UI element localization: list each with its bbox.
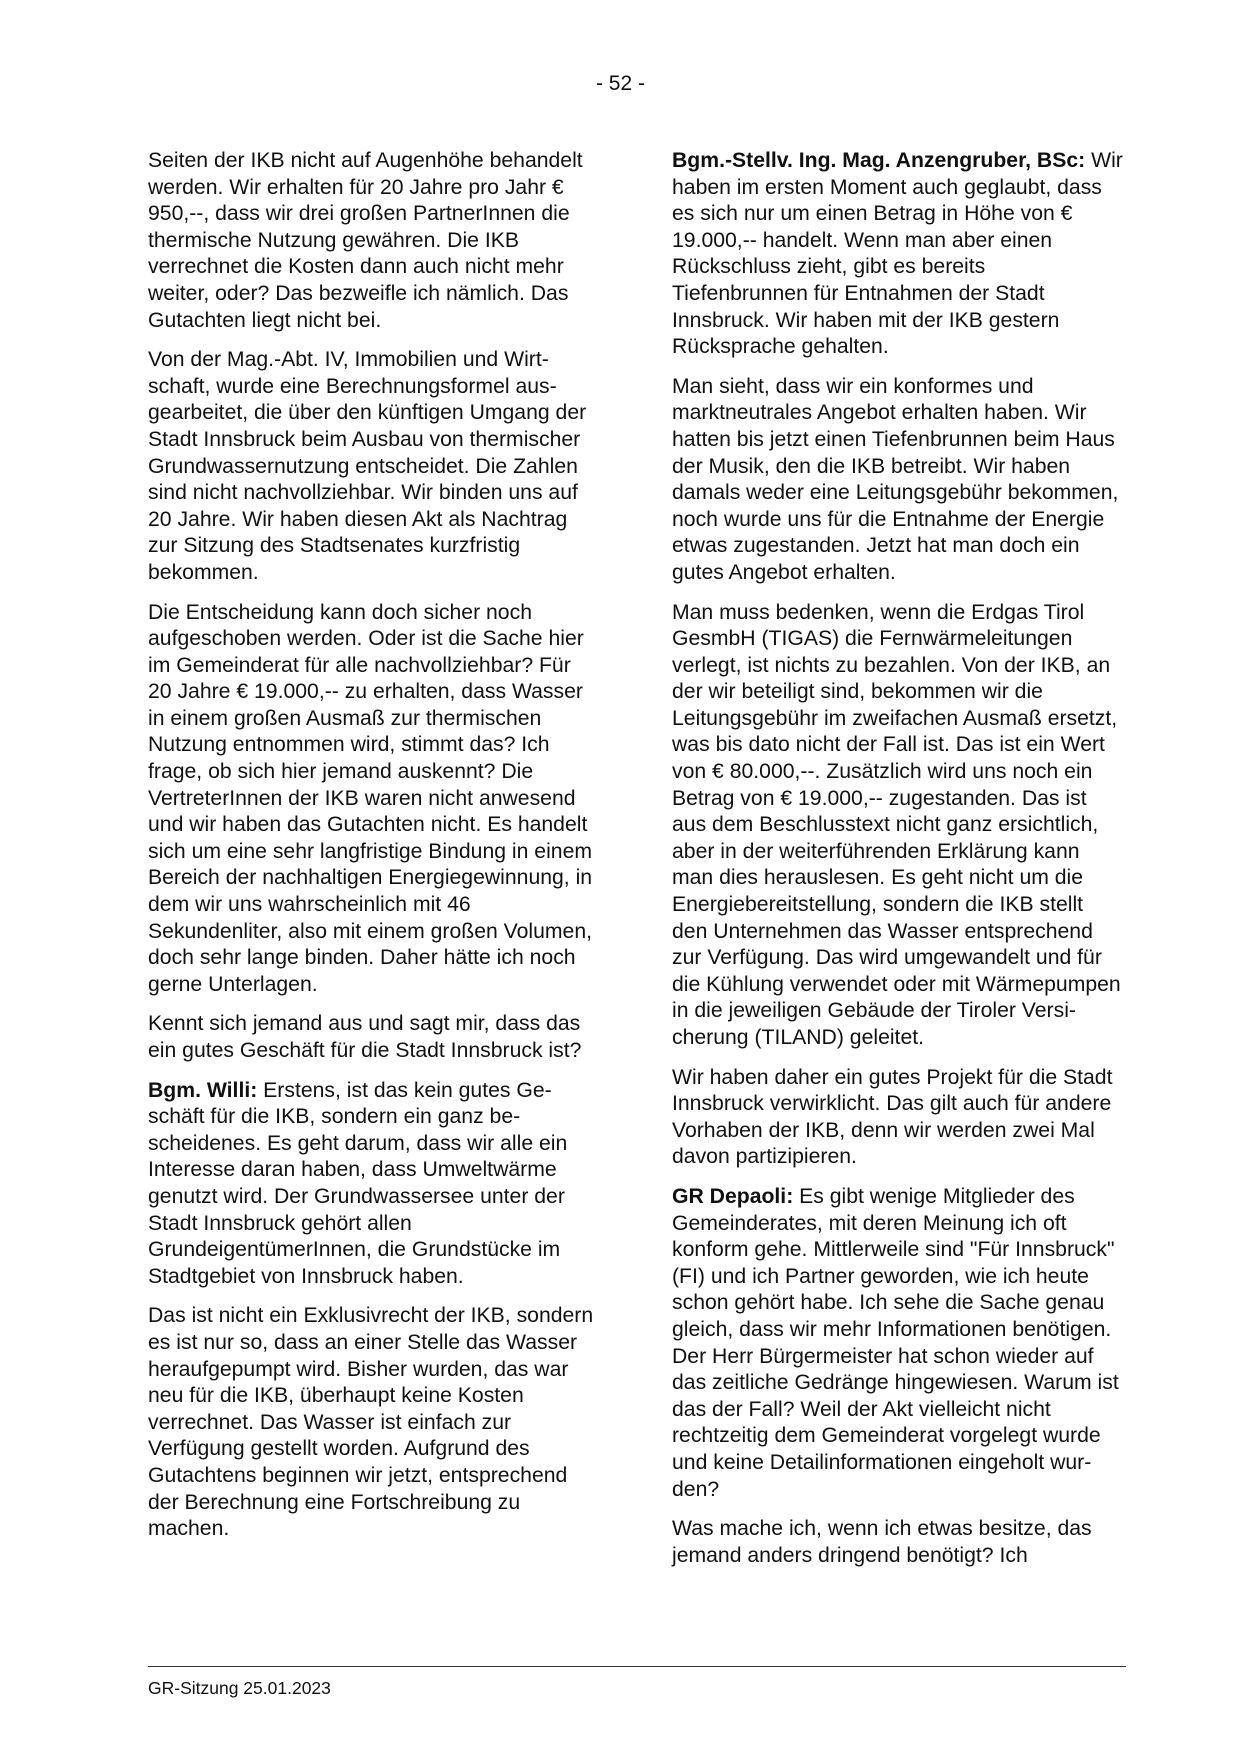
paragraph: Man sieht, dass wir ein konformes und marktneutrales Angebot erhalten haben. Wir hatten bis jetzt einen Tiefenbrunnen beim Haus der Musik, den die IKB betreibt. Wir haben damals weder eine Leitungsgebühr bekommen, noch wurde uns für die Entnahme der Energie etwas zugestanden. Jetzt hat man doch ein gutes Angebot erhalten. [672, 374, 1119, 584]
speaker-paragraph [672, 1184, 1124, 1503]
speaker-paragraph [148, 1078, 600, 1291]
speaker-name: Bgm.-Stellv. Ing. Mag. Anzengruber, BSc: [672, 149, 1086, 172]
speaker-paragraph [672, 148, 1124, 361]
speech-text: Wir haben im ersten Moment auch geglaubt, dass es sich nur um einen Betrag in Höhe von € 19.000,-- handelt. Wenn man aber einen Rückschluss zieht, gibt es bereits Tiefenbrunnen für Entnahmen der Stadt Innsbruck. Wir haben mit der IKB gestern Rücksprache gehalten. [672, 149, 1123, 359]
paragraph: Von der Mag.-Abt. IV, Immobilien und Wirtschaft, wurde eine Berechnungsformel ausgearbeitet, die über den künftigen Umgang der Stadt Innsbruck beim Ausbau von thermischer Grundwassernutzung entscheidet. Die Zahlen sind nicht nachvollziehbar. Wir binden uns auf 20 Jahre. Wir haben diesen Akt als Nachtrag zur Sitzung des Stadtsenates kurzfristig bekommen. [148, 348, 587, 584]
right-column [672, 148, 1124, 1582]
paragraph: Seiten der IKB nicht auf Augenhöhe behandelt werden. Wir erhalten für 20 Jahre pro Jahr € 950,--, dass wir drei großen PartnerInnen die thermische Nutzung gewähren. Die IKB verrechnet die Kosten dann auch nicht mehr weiter, oder? Das bezweifle ich nämlich. Das Gutachten liegt nicht bei. [148, 149, 583, 332]
paragraph: Man muss bedenken, wenn die Erdgas Tirol GesmbH (TIGAS) die Fernwärmeleitungen verlegt, ist nichts zu bezahlen. Von der IKB, an der wir beteiligt sind, bekommen wir die Leitungsgebühr im zweifachen Ausmaß ersetzt, was bis dato nicht der Fall ist. Das ist ein Wert von € 80.000,--. Zusätzlich wird uns noch ein Betrag von € 19.000,-- zugestanden. Das ist aus dem Beschlusstext nicht ganz ersichtlich, aber in der weiterführenden Erklärung kann man dies herauslesen. Es geht nicht um die Energiebereitstellung, sondern die IKB stellt den Unternehmen das Wasser entsprechend zur Verfügung. Das wird umgewandelt und für die Kühlung verwendet oder mit Wärmepumpen in die jeweiligen Gebäude der Tiroler Versicherung (TILAND) geleitet. [672, 600, 1121, 1049]
speaker-name: GR Depaoli: [672, 1184, 794, 1208]
speech-text: Es gibt wenige Mitglieder des Gemeinderates, mit deren Meinung ich oft konform gehe. Mittlerweile sind "Für Innsbruck" (FI) und ich Partner geworden, wie ich heute schon gehört habe. Ich sehe die Sache genau gleich, dass wir mehr Informationen benötigen. Der Herr Bürgermeister hat schon wieder auf das zeitliche Gedränge hingewiesen. Warum ist das der Fall? Weil der Akt vielleicht nicht rechtzeitig dem Gemeinderat vorgelegt wurde und keine Detailinformationen eingeholt wurden? [672, 1184, 1119, 1501]
speaker-name: Bgm. Willi: [148, 1078, 258, 1102]
footer-label: GR-Sitzung 25.01.2023 [148, 1678, 331, 1698]
page-number: - 52 - [595, 72, 645, 95]
speech-text: Erstens, ist das kein gutes Geschäft für die IKB, sondern ein ganz bescheidenes. Es geht darum, dass wir alle ein Interesse daran haben, dass Umweltwärme genutzt wird. Der Grundwassersee unter der Stadt Innsbruck gehört allen GrundeigentümerInnen, die Grundstücke im Stadtgebiet von Innsbruck haben. [148, 1078, 568, 1288]
paragraph: Kennt sich jemand aus und sagt mir, dass das ein gutes Geschäft für die Stadt Innsbruck ist? [148, 1012, 582, 1062]
paragraph: Wir haben daher ein gutes Projekt für die Stadt Innsbruck verwirklicht. Das gilt auch für andere Vorhaben der IKB, denn wir werden zwei Mal davon partizipieren. [672, 1065, 1113, 1169]
footer-divider [148, 1666, 1126, 1667]
left-column [148, 148, 600, 1556]
paragraph: Was mache ich, wenn ich etwas besitze, das jemand anders dringend benötigt? Ich [672, 1517, 1092, 1567]
paragraph: Das ist nicht ein Exklusivrecht der IKB, sondern es ist nur so, dass an einer Stelle das Wasser heraufgepumpt wird. Bisher wurden, das war neu für die IKB, überhaupt keine Kosten verrechnet. Das Wasser ist einfach zur Verfügung gestellt worden. Aufgrund des Gutachtens beginnen wir jetzt, entsprechend der Berechnung eine Fortschreibung zu machen. [148, 1304, 594, 1541]
paragraph: Die Entscheidung kann doch sicher noch aufgeschoben werden. Oder ist die Sache hier im Gemeinderat für alle nachvollziehbar? Für 20 Jahre € 19.000,-- zu erhalten, dass Wasser in einem großen Ausmaß zur thermischen Nutzung entnommen wird, stimmt das? Ich frage, ob sich hier jemand auskennt? Die VertreterInnen der IKB waren nicht anwesend und wir haben das Gutachten nicht. Es handelt sich um eine sehr langfristige Bindung in einem Bereich der nachhaltigen Energiegewinnung, in dem wir uns wahrscheinlich mit 46 Sekundenliter, also mit einem großen Volumen, doch sehr lange binden. Daher hätte ich noch gerne Unterlagen. [148, 600, 593, 996]
